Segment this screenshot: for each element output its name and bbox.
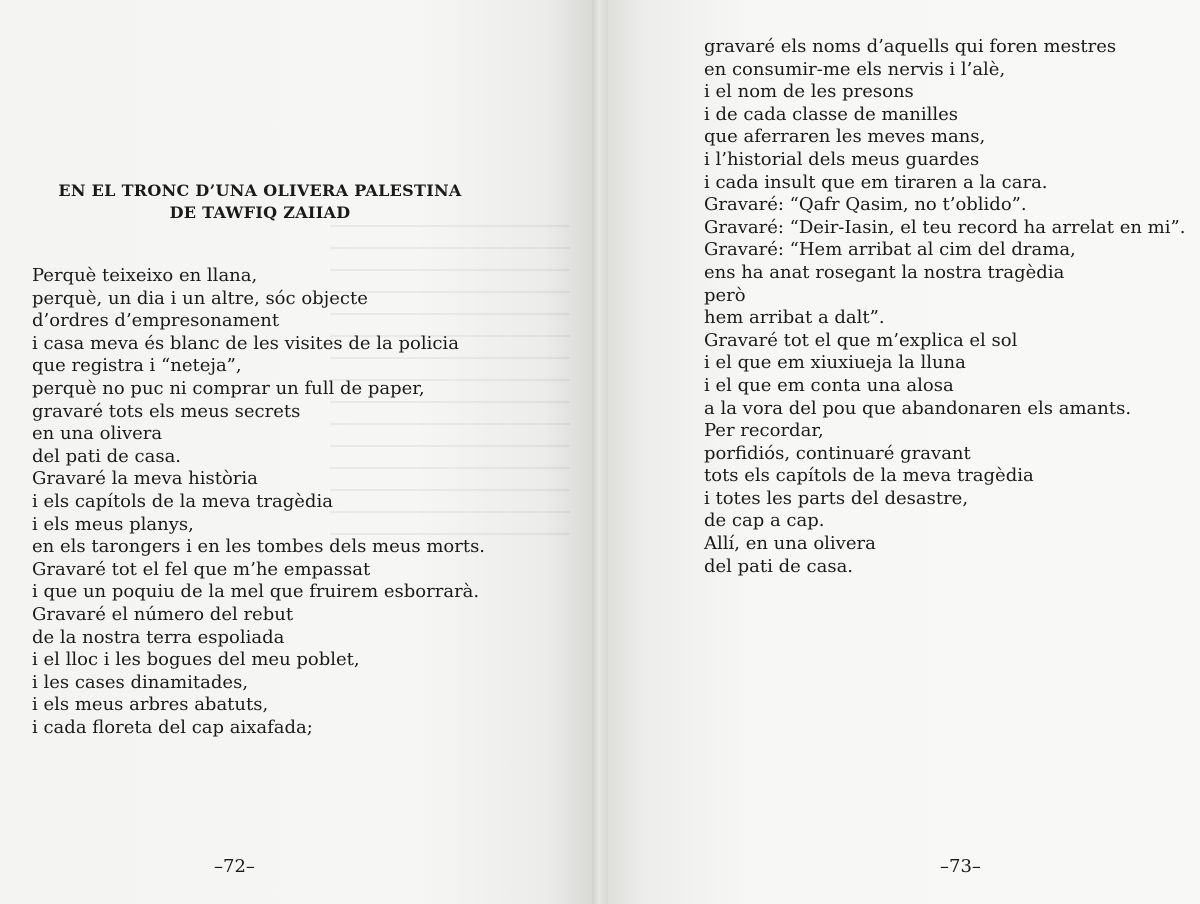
verse-line: hem arribat a dalt”.: [704, 307, 885, 329]
verse-line: en consumir-me els nervis i l’alè,: [704, 58, 1006, 80]
verse-line: i el nom de les presons: [704, 81, 914, 103]
verse-line: Gravaré: “Qafr Qasim, no t’oblido”.: [704, 194, 1027, 216]
verse-line: perquè no puc ni comprar un full de paper,: [32, 377, 425, 399]
verse-line: d’ordres d’empresonament: [32, 310, 280, 332]
right-page: [608, 0, 1200, 904]
left-page: [0, 0, 592, 904]
verse-line: que registra i “neteja”,: [32, 355, 242, 377]
verse-line: en una olivera: [32, 423, 163, 445]
verse-line: ens ha anat rosegant la nostra tragèdia: [704, 261, 1065, 283]
verse-line: i el que em xiuxiueja la lluna: [704, 352, 966, 374]
verse-line: i el lloc i les bogues del meu poblet,: [32, 649, 360, 671]
verse-line: gravaré tots els meus secrets: [32, 400, 301, 422]
verse-line: tots els capítols de la meva tragèdia: [704, 465, 1034, 487]
left-page-verses: [32, 265, 485, 739]
verse-line: de la nostra terra espoliada: [32, 626, 285, 648]
verse-line: porfidiós, continuaré gravant: [704, 442, 971, 464]
poem-title-line-2: DE TAWFIQ ZAIIAD: [169, 203, 351, 222]
verse-line: i els meus arbres abatuts,: [32, 694, 269, 716]
verse-line: i cada floreta del cap aixafada;: [32, 716, 313, 738]
verse-line: i que un poquiu de la mel que fruirem esborrarà.: [32, 581, 480, 603]
verse-line: i casa meva és blanc de les visites de la policia: [32, 332, 459, 354]
verse-line: que aferraren les meves mans,: [704, 126, 986, 148]
verse-line: Gravaré: “Deir-Iasin, el teu record ha arrelat en mi”.: [704, 216, 1186, 238]
verse-line: de cap a cap.: [704, 510, 825, 532]
verse-line: gravaré els noms d’aquells qui foren mestres: [704, 36, 1117, 57]
verse-line: del pati de casa.: [32, 445, 182, 467]
verse-line: Gravaré el número del rebut: [32, 603, 294, 625]
verse-line: i les cases dinamitades,: [32, 671, 249, 693]
verse-line: Gravaré: “Hem arribat al cim del drama,: [704, 239, 1076, 261]
verse-line: Gravaré tot el que m’explica el sol: [704, 329, 1018, 351]
right-page-verses: [704, 36, 1185, 578]
poem-title-line-1: EN EL TRONC D’UNA OLIVERA PALESTINA: [58, 181, 462, 200]
verse-line: Perquè teixeixo en llana,: [32, 265, 258, 286]
verse-line: Per recordar,: [704, 420, 824, 442]
book-gutter: [592, 0, 608, 904]
verse-line: però: [704, 284, 746, 306]
verse-line: perquè, un dia i un altre, sóc objecte: [32, 287, 368, 309]
verse-line: i els meus planys,: [32, 513, 194, 535]
poem-title: [40, 180, 480, 224]
verse-line: i el que em conta una alosa: [704, 374, 954, 396]
verse-line: a la vora del pou que abandonaren els amants.: [704, 397, 1132, 419]
verse-line: i de cada classe de manilles: [704, 103, 959, 125]
verse-line: en els tarongers i en les tombes dels meus morts.: [32, 536, 486, 558]
verse-line: Allí, en una olivera: [704, 533, 876, 555]
verse-line: i els capítols de la meva tragèdia: [32, 490, 333, 512]
verse-line: i cada insult que em tiraren a la cara.: [704, 171, 1048, 193]
verse-line: Gravaré la meva història: [32, 468, 258, 490]
verse-line: i l’historial dels meus guardes: [704, 148, 980, 170]
page-number-left: –72–: [214, 856, 255, 877]
verse-line: del pati de casa.: [704, 555, 854, 577]
verse-line: i totes les parts del desastre,: [704, 487, 969, 509]
page-number-right: –73–: [940, 856, 981, 877]
verse-line: Gravaré tot el fel que m’he empassat: [32, 558, 371, 580]
